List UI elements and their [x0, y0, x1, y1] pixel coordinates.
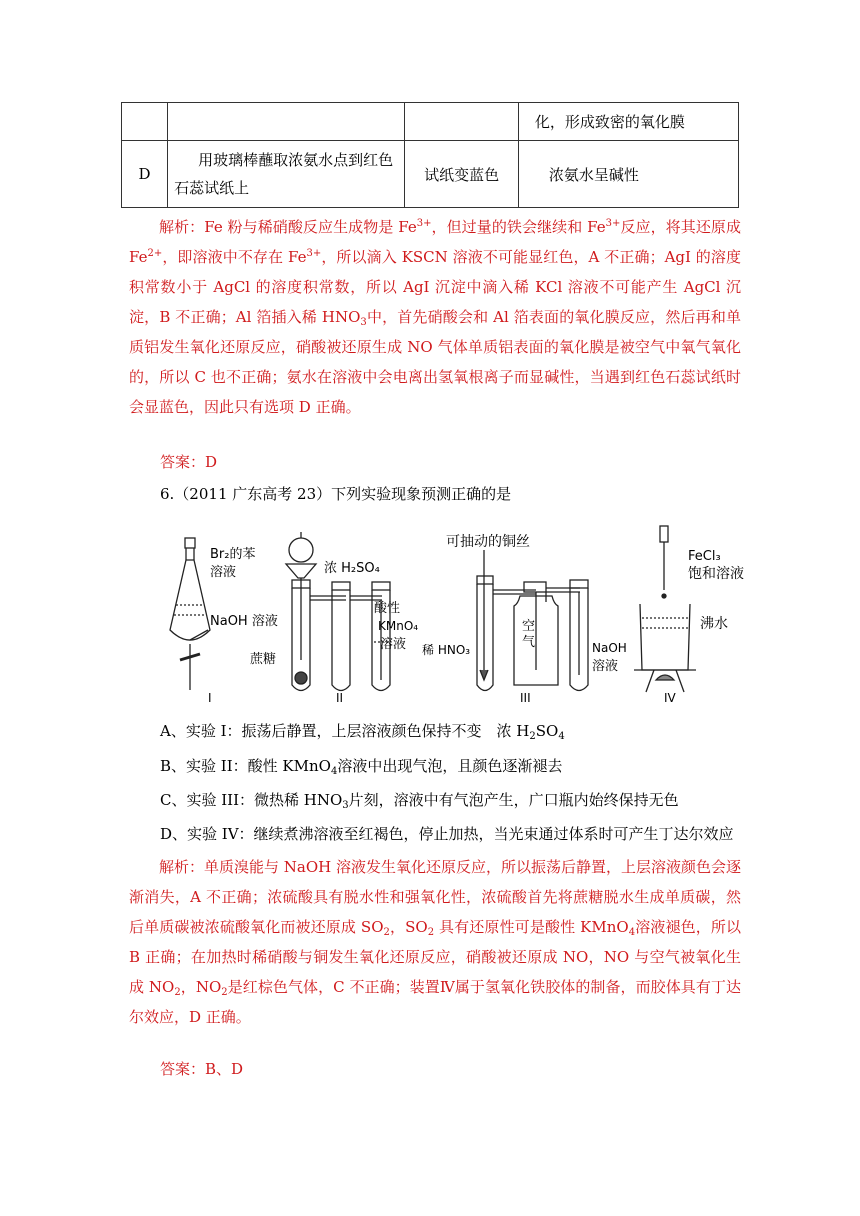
apparatus-iv — [634, 526, 696, 692]
label-br2-benzene: Br₂的苯 — [210, 547, 256, 562]
label-boiling-water: 沸水 — [700, 616, 728, 632]
table-cell-option: D — [122, 141, 168, 208]
label-acidic: 酸性 — [374, 601, 401, 616]
table-row — [122, 141, 739, 208]
label-naoh-solution-2: 溶液 — [592, 659, 619, 674]
roman-iv: IV — [664, 691, 676, 705]
roman-ii: II — [336, 691, 344, 705]
table-cell-conclusion: 化，形成致密的氧化膜 — [518, 103, 738, 141]
analysis-paragraph-1: 解析：Fe 粉与稀硝酸反应生成物是 $Fe^{3+}$，但过量的铁会继续和 $Fe^{3+}$反应，将其还原成 $Fe^{2+}$，即溶液中不存在 $Fe^{3+}$，所以滴入 KSCN 溶液不可能显红色，A 不正确；AgI 的溶度积常数小于 AgCl 的溶度积常数，所以 AgI 沉淀中滴入稀 KCl 溶液不可能产生 AgCl 沉淀，B 不正确；Al 箔插入稀 $HNO_3$中，首先硝酸会和 Al 箔表面的氧化膜反应，然后再和单质铝发生氧化还原反应，硝酸被还原生成 NO 气体单质铝表面的氧化膜是被空气中氧气氧化的，所以 C 也不正确；氨水在溶液中会电离出氢氧根离子而显碱性，当遇到红色石蕊试纸时会显蓝色，因此只有选项 D 正确。 — [129, 218, 741, 416]
label-sucrose: 蔗糖 — [250, 652, 277, 667]
experiment-figure — [168, 520, 768, 710]
label-drawable-copper-wire: 可抽动的铜丝 — [446, 534, 530, 550]
label-dilute-hno3: 稀 HNO₃ — [422, 643, 471, 657]
label-saturated-solution: 饱和溶液 — [688, 566, 744, 582]
answer-2: 答案：B、D — [160, 1060, 244, 1078]
option-a: A、实验 I：振荡后静置，上层溶液颜色保持不变 浓 $H_2SO_4$ — [160, 722, 565, 742]
table-cell-phenomenon: 试纸变蓝色 — [405, 141, 518, 208]
label-naoh: NaOH — [592, 641, 627, 655]
label-air-2: 气 — [522, 635, 536, 650]
label-br2-solution: 溶液 — [210, 565, 237, 580]
roman-i: I — [208, 691, 212, 705]
roman-iii: III — [520, 691, 531, 705]
label-fecl3: FeCl₃ — [688, 549, 721, 564]
label-solution: 溶液 — [380, 637, 407, 652]
label-kmno4: KMnO₄ — [378, 619, 419, 633]
analysis-paragraph-2: 解析：单质溴能与 NaOH 溶液发生氧化还原反应，所以振荡后静置，上层溶液颜色会逐渐消失，A 不正确；浓硫酸具有脱水性和强氧化性，浓硫酸首先将蔗糖脱水生成单质碳，然后单质碳被浓硫酸氧化而被还原成 $SO_2$，$SO_2$ 具有还原性可是酸性 KMnO$_4$溶液褪色，所以 B 正确；在加热时稀硝酸与铜发生氧化还原反应，硝酸被还原成 NO，NO 与空气被氧化生成 $NO_2$，$NO_2$是红棕色气体，C 不正确；装置Ⅳ属于氢氧化铁胶体的制备，而胶体具有丁达尔效应，D 正确。 — [129, 858, 742, 1026]
option-d: D、实验 IV：继续煮沸溶液至红褐色，停止加热，当光束通过体系时可产生丁达尔效应 — [160, 825, 734, 843]
answer-1: 答案：D — [160, 453, 218, 471]
label-air-1: 空 — [522, 619, 536, 634]
option-b: B、实验 II：酸性 KMnO$_4$溶液中出现气泡，且颜色逐渐褪去 — [160, 757, 563, 777]
question-6: 6.（2011 广东高考 23）下列实验现象预测正确的是 — [160, 485, 512, 503]
label-conc-h2so4: 浓 H₂SO₄ — [324, 561, 380, 576]
label-naoh-solution: NaOH 溶液 — [210, 614, 278, 629]
experiment-table — [121, 102, 739, 208]
option-c: C、实验 III：微热稀 $HNO_3$片刻，溶液中有气泡产生，广口瓶内始终保持无色 — [160, 791, 679, 811]
table-cell-conclusion: 浓氨水呈碱性 — [518, 141, 738, 208]
apparatus-i — [170, 538, 210, 690]
table-row — [122, 103, 739, 141]
table-cell-operation: 用玻璃棒蘸取浓氨水点到红色石蕊试纸上 — [168, 141, 405, 208]
